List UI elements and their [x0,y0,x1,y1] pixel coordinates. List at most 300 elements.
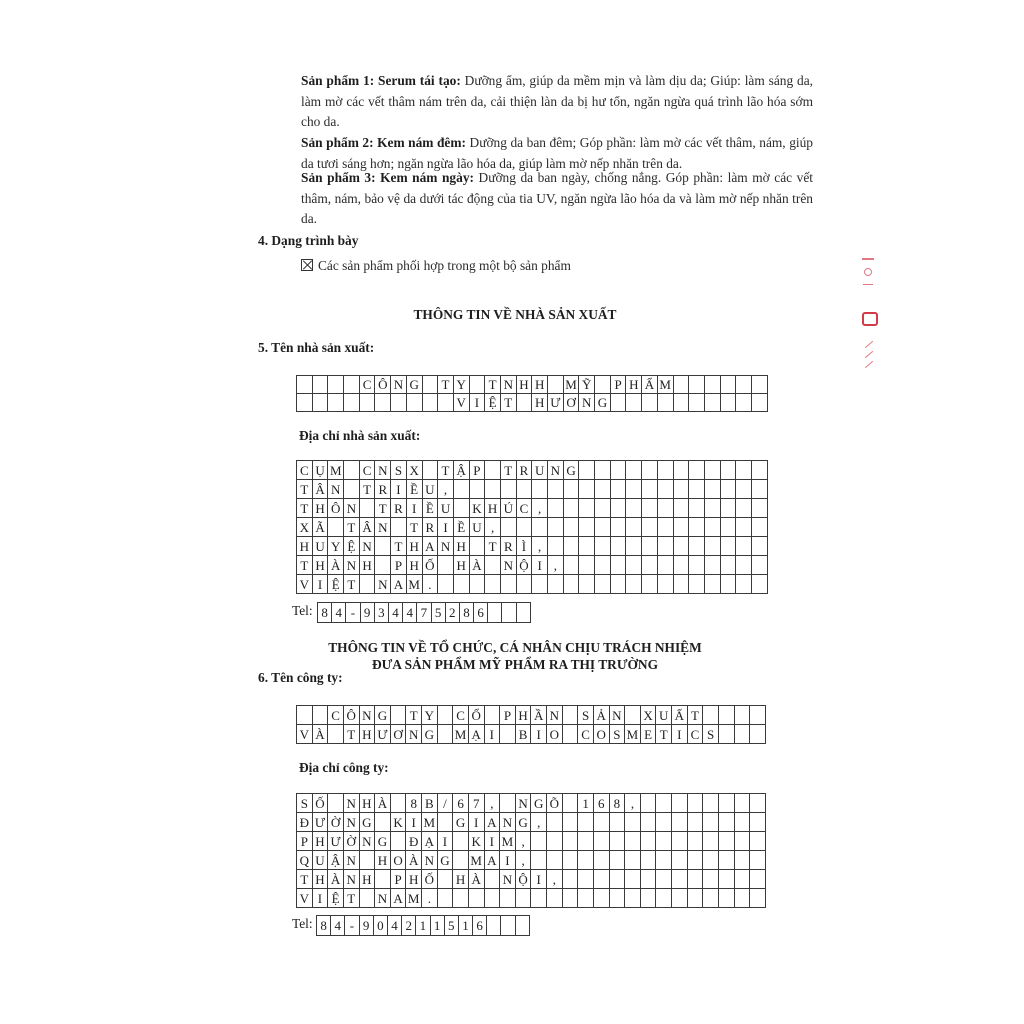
grid-cell [673,394,689,412]
grid-cell [500,794,516,813]
grid-cell [485,556,501,575]
grid-cell [500,889,516,908]
grid-cell [422,461,438,480]
grid-cell: I [312,575,328,594]
grid-row [297,461,768,480]
grid-cell [488,603,502,623]
grid-cell [437,870,453,889]
grid-cell: K [468,832,484,851]
grid-cell: H [453,537,469,556]
grid-cell [563,537,579,556]
grid-cell [500,725,516,744]
grid-cell: Ụ [312,461,328,480]
grid-cell: Ề [422,499,438,518]
grid-cell: 8 [459,603,473,623]
grid-cell: M [563,376,579,394]
grid-cell [642,575,658,594]
grid-cell: N [391,376,407,394]
grid-cell: Y [422,706,438,725]
grid-cell: I [312,889,328,908]
grid-cell [750,706,766,725]
grid-cell: N [500,376,516,394]
grid-cell [703,706,719,725]
grid-cell: T [485,537,501,556]
grid-cell [689,537,705,556]
grid-cell: E [640,725,656,744]
grid-cell [720,461,736,480]
grid-cell [672,832,688,851]
grid-cell [673,461,689,480]
grid-cell [640,851,656,870]
grid-cell [406,394,422,412]
grid-row [297,518,768,537]
grid-cell: T [438,461,454,480]
grid-cell: I [437,832,453,851]
company-name-grid [296,705,766,744]
grid-cell [672,870,688,889]
grid-cell [609,870,625,889]
grid-cell: H [406,537,422,556]
grid-cell: A [484,851,500,870]
grid-cell [515,916,529,936]
grid-cell [689,394,705,412]
grid-row [297,851,766,870]
grid-cell [359,889,375,908]
grid-cell [657,499,673,518]
grid-cell [626,556,642,575]
grid-cell: 4 [331,916,345,936]
grid-cell [656,851,672,870]
grid-cell [734,813,750,832]
grid-cell: N [500,813,516,832]
grid-cell [312,394,328,412]
grid-cell [437,706,453,725]
grid-cell [673,537,689,556]
grid-cell: H [453,870,469,889]
grid-cell: C [578,725,594,744]
grid-cell: Ố [312,794,328,813]
grid-cell: N [438,537,454,556]
grid-cell: Ô [343,706,359,725]
grid-cell: N [343,851,359,870]
grid-cell [563,480,579,499]
grid-cell [562,725,578,744]
grid-cell: I [532,556,548,575]
grid-cell [579,480,595,499]
grid-cell: U [469,518,485,537]
grid-cell [610,480,626,499]
grid-cell: , [438,480,454,499]
grid-cell [689,480,705,499]
grid-cell: Q [297,851,313,870]
grid-cell [609,813,625,832]
grid-cell: Ệ [485,394,501,412]
grid-cell: G [422,725,438,744]
grid-cell [531,832,547,851]
grid-cell: U [656,706,672,725]
grid-cell: S [391,461,407,480]
grid-cell: X [640,706,656,725]
grid-cell [751,575,767,594]
company-tel-grid [316,915,530,936]
grid-cell: , [532,537,548,556]
grid-cell: Ư [548,394,564,412]
grid-cell [328,725,344,744]
grid-cell: G [515,813,531,832]
grid-cell: Ộ [516,556,532,575]
grid-cell [516,575,532,594]
grid-cell: Ơ [390,725,406,744]
grid-cell [750,870,766,889]
grid-cell: , [625,794,641,813]
grid-cell [687,813,703,832]
grid-cell: I [531,725,547,744]
grid-cell: V [453,394,469,412]
grid-cell [515,889,531,908]
grid-cell [548,480,564,499]
grid-cell [642,480,658,499]
grid-cell: N [343,870,359,889]
grid-cell: Ả [593,706,609,725]
grid-cell [672,813,688,832]
grid-cell [579,499,595,518]
grid-cell: 6 [473,916,487,936]
grid-cell: G [375,832,391,851]
grid-cell: G [595,394,611,412]
grid-cell [563,499,579,518]
grid-cell: / [437,794,453,813]
grid-cell [344,394,360,412]
grid-cell [562,813,578,832]
grid-cell [640,889,656,908]
grid-cell: H [312,870,328,889]
grid-cell [625,889,641,908]
grid-cell [642,461,658,480]
grid-cell [625,851,641,870]
grid-cell: , [532,499,548,518]
grid-cell: T [343,725,359,744]
grid-cell: M [625,725,641,744]
grid-cell: Y [453,376,469,394]
grid-cell: V [297,725,313,744]
grid-cell: P [610,376,626,394]
grid-cell [751,480,767,499]
grid-cell [703,889,719,908]
grid-cell: P [297,832,313,851]
grid-cell [328,376,344,394]
grid-cell: 8 [317,916,331,936]
grid-cell: 4 [387,916,401,936]
grid-cell [469,575,485,594]
grid-cell: B [515,725,531,744]
grid-cell [734,706,750,725]
grid-cell: Ề [406,480,422,499]
grid-cell: C [516,499,532,518]
grid-cell [578,889,594,908]
grid-cell: Ô [375,376,391,394]
grid-cell [391,518,407,537]
grid-cell: I [484,832,500,851]
grid-cell [689,556,705,575]
grid-cell: 2 [402,916,416,936]
grid-cell [610,499,626,518]
grid-cell [563,556,579,575]
grid-cell [328,794,344,813]
grid-cell [672,794,688,813]
grid-cell: I [531,870,547,889]
grid-cell [720,575,736,594]
grid-cell: 8 [318,603,332,623]
grid-cell: N [375,461,391,480]
grid-cell: N [547,706,563,725]
presentation-option [301,258,571,274]
grid-cell: N [375,575,391,594]
grid-cell [548,537,564,556]
grid-cell [375,537,391,556]
grid-cell [734,832,750,851]
grid-cell: R [422,518,438,537]
grid-cell [656,870,672,889]
grid-cell: I [406,813,422,832]
grid-cell [687,889,703,908]
grid-cell [328,394,344,412]
grid-cell: Ệ [344,537,360,556]
product-3-name: Sản phẩm 3: Kem nám ngày: [301,170,474,185]
grid-cell [751,537,767,556]
grid-cell: 6 [453,794,469,813]
grid-cell [532,518,548,537]
grid-cell [736,575,752,594]
grid-cell: H [359,725,375,744]
grid-cell: S [578,706,594,725]
grid-cell [734,870,750,889]
manufacturer-tel-label: Tel: [292,603,313,618]
grid-cell [595,518,611,537]
grid-cell [562,832,578,851]
grid-cell [610,394,626,412]
grid-cell: H [312,556,328,575]
grid-cell [720,556,736,575]
product-3-paragraph [301,168,813,230]
responsible-title-line-2: ĐƯA SẢN PHẨM MỸ PHẨM RA THỊ TRƯỜNG [371,657,659,672]
grid-cell [704,556,720,575]
grid-row [297,480,768,499]
grid-cell [750,794,766,813]
checked-checkbox-icon[interactable] [301,259,313,271]
grid-cell: Ấ [672,706,688,725]
grid-cell: O [547,725,563,744]
grid-cell [626,461,642,480]
grid-cell: Ì [516,537,532,556]
responsible-title-line-1: THÔNG TIN VỀ TỔ CHỨC, CÁ NHÂN CHỊU TRÁCH NHIỆM [328,640,702,655]
grid-cell: Â [359,518,375,537]
grid-cell [750,889,766,908]
grid-cell [734,889,750,908]
grid-cell: 9 [359,916,373,936]
grid-cell [687,870,703,889]
grid-cell: N [406,725,422,744]
grid-cell: À [468,870,484,889]
grid-cell: N [344,499,360,518]
grid-cell: C [453,706,469,725]
grid-cell [453,832,469,851]
grid-cell: H [532,394,548,412]
grid-cell: H [532,376,548,394]
grid-cell [547,851,563,870]
grid-cell [673,480,689,499]
grid-cell [344,480,360,499]
grid-cell [609,889,625,908]
grid-cell: 0 [373,916,387,936]
grid-cell [672,889,688,908]
grid-cell: G [453,813,469,832]
grid-cell [704,499,720,518]
grid-cell: 2 [445,603,459,623]
grid-cell: 1 [416,916,430,936]
grid-cell: 7 [468,794,484,813]
section-5-heading: 5. Tên nhà sản xuất: [258,340,375,355]
grid-cell: T [344,518,360,537]
grid-row [297,706,766,725]
grid-cell: H [453,556,469,575]
grid-cell [720,480,736,499]
grid-cell: V [297,575,313,594]
grid-cell [718,889,734,908]
section-6-heading: 6. Tên công ty: [258,670,343,685]
grid-cell [547,889,563,908]
grid-cell [437,725,453,744]
grid-cell [579,461,595,480]
grid-cell [751,556,767,575]
grid-cell [625,706,641,725]
grid-cell [640,870,656,889]
product-1-text: Dưỡng ẩm, giúp da mềm mịn và làm dịu da; Giúp: làm sáng da, làm mờ các vết thâm nám trên da, cải thiện làn da bị hư tổn, ngăn ngừa quá trình lão hóa sớm cho da. [301,73,813,130]
product-1-name: Sản phẩm 1: Serum tái tạo: [301,73,461,88]
grid-cell: 6 [474,603,488,623]
grid-cell: N [328,480,344,499]
grid-cell [657,518,673,537]
grid-cell: H [516,376,532,394]
grid-cell [468,889,484,908]
grid-cell [625,832,641,851]
grid-cell: G [406,376,422,394]
product-2-text: Dưỡng da ban đêm; Góp phần: làm mờ các vết thâm, nám, giúp da tươi sáng hơn; ngăn ngừa lão hóa da, giúp làm mờ nếp nhăn trên da. [301,135,813,171]
grid-cell: Ư [375,725,391,744]
grid-cell: S [297,794,313,813]
grid-cell: O [390,851,406,870]
grid-cell: S [703,725,719,744]
grid-cell: N [343,813,359,832]
grid-cell: Ã [312,518,328,537]
company-address-grid [296,793,766,908]
grid-cell [689,575,705,594]
grid-cell [689,461,705,480]
grid-cell: H [359,794,375,813]
grid-cell [563,518,579,537]
grid-cell [734,851,750,870]
grid-cell [438,394,454,412]
grid-cell: Ơ [563,394,579,412]
grid-cell: À [312,725,328,744]
grid-cell [718,725,734,744]
grid-cell [547,832,563,851]
grid-cell: N [548,461,564,480]
grid-cell [642,499,658,518]
grid-cell: Đ [297,813,313,832]
grid-cell: I [469,394,485,412]
grid-cell: 4 [403,603,417,623]
grid-cell: G [375,706,391,725]
grid-cell [297,394,313,412]
grid-cell: N [375,518,391,537]
grid-cell [704,518,720,537]
grid-cell: Ộ [515,870,531,889]
grid-cell: I [484,725,500,744]
grid-cell [703,870,719,889]
grid-row [297,725,766,744]
grid-cell: 4 [388,603,402,623]
grid-cell [344,461,360,480]
grid-cell: G [563,461,579,480]
grid-cell: H [406,556,422,575]
grid-cell: Y [328,537,344,556]
grid-cell: G [437,851,453,870]
grid-row [297,376,768,394]
grid-cell: H [312,832,328,851]
manufacturer-name-grid [296,375,768,412]
grid-cell [547,813,563,832]
grid-cell [704,394,720,412]
grid-cell: U [422,480,438,499]
grid-cell [736,461,752,480]
grid-cell [500,480,516,499]
grid-cell: N [422,851,438,870]
grid-cell: I [500,851,516,870]
grid-cell [297,376,313,394]
grid-cell: H [375,851,391,870]
grid-cell [595,499,611,518]
grid-cell [736,537,752,556]
grid-cell: Ệ [328,575,344,594]
grid-cell [516,518,532,537]
grid-cell: P [390,870,406,889]
grid-cell [562,851,578,870]
grid-cell: U [312,851,328,870]
grid-cell [656,794,672,813]
grid-cell [642,394,658,412]
grid-cell: A [391,575,407,594]
grid-cell: G [359,813,375,832]
grid-cell [609,832,625,851]
grid-cell [485,461,501,480]
grid-cell [751,376,767,394]
grid-cell [626,537,642,556]
grid-row [318,603,531,623]
grid-cell: R [375,480,391,499]
grid-cell: 1 [458,916,472,936]
manufacturer-address-label: Địa chỉ nhà sản xuất: [299,428,421,443]
grid-cell: T [359,480,375,499]
grid-cell: T [375,499,391,518]
grid-cell [720,518,736,537]
grid-cell [375,870,391,889]
grid-cell: U [532,461,548,480]
grid-cell: Ệ [328,889,344,908]
grid-cell: I [391,480,407,499]
grid-cell: N [359,832,375,851]
grid-cell: , [515,832,531,851]
grid-cell [437,889,453,908]
